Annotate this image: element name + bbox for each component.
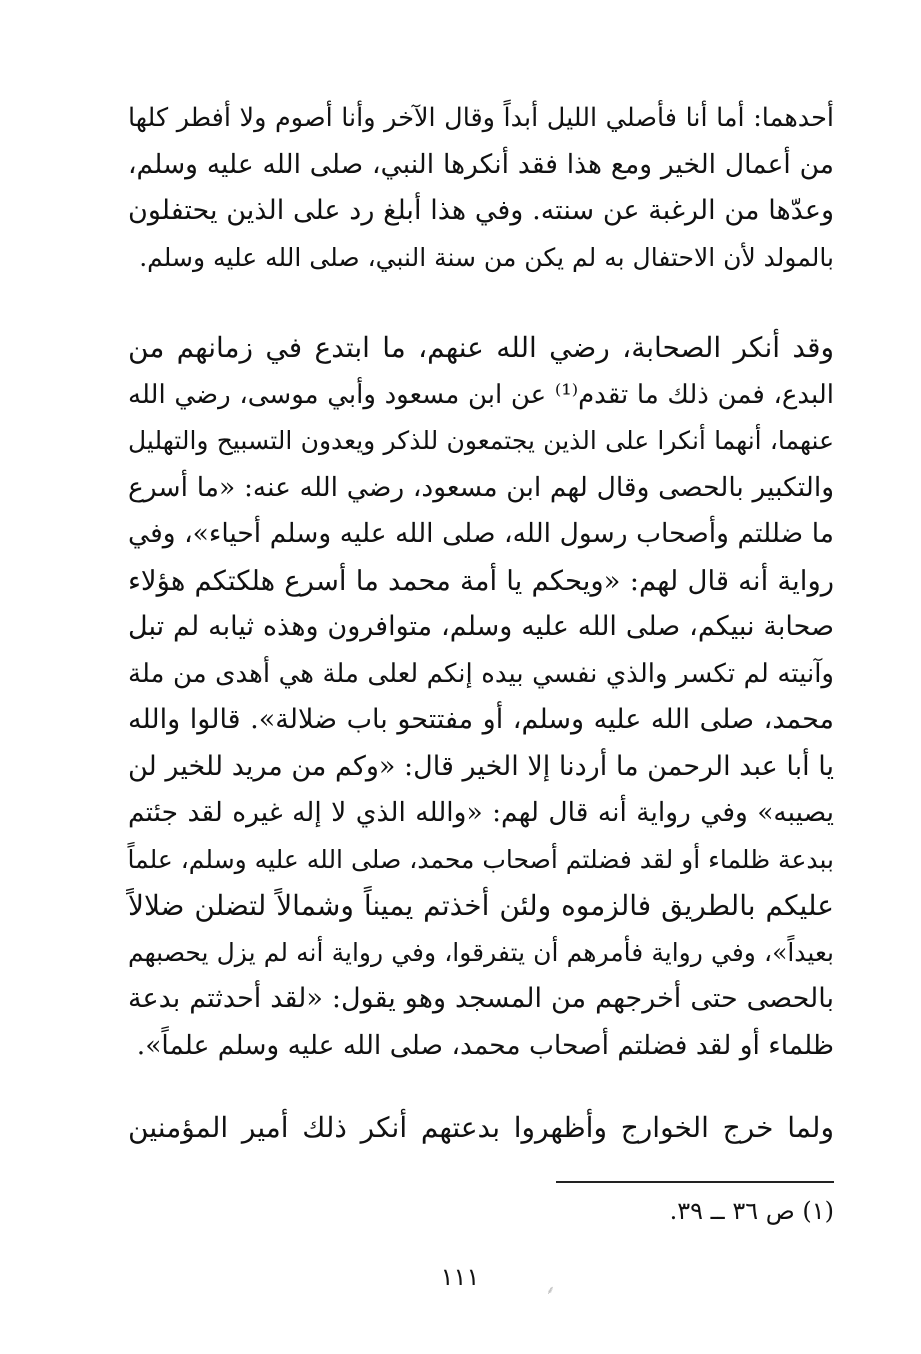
text-line: ما ضللتم وأصحاب رسول الله، صلى الله عليه وسلم أحياء»، وفي bbox=[128, 518, 834, 549]
ink-mark: ⸙ bbox=[546, 1283, 556, 1297]
text-line: من أعمال الخير ومع هذا فقد أنكرها النبي، صلى الله عليه وسلم، bbox=[128, 148, 834, 180]
text-line: صحابة نبيكم، صلى الله عليه وسلم، متوافرون وهذه ثيابه لم تبل bbox=[128, 611, 834, 642]
text-line: يا أبا عبد الرحمن ما أردنا إلا الخير قال: «وكم من مريد للخير لن bbox=[128, 750, 834, 782]
text-line: بعيداً»، وفي رواية فأمرهم أن يتفرقوا، وفي رواية أنه لم يزل يحصبهم bbox=[128, 937, 834, 967]
footnote: (١) ص ٣٦ ــ ٣٩. bbox=[669, 1197, 834, 1225]
text-line: محمد، صلى الله عليه وسلم، أو مفتتحو باب ضلالة». قالوا والله bbox=[128, 704, 834, 735]
text-line: البدع، فمن ذلك ما تقدم⁽¹⁾ عن ابن مسعود وأبي موسى، رضي الله bbox=[128, 379, 834, 410]
paragraph-1 bbox=[128, 95, 834, 281]
paragraph-2 bbox=[128, 325, 834, 1069]
text-line: عنهما، أنهما أنكرا على الذين يجتمعون للذكر ويعدون التسبيح والتهليل bbox=[128, 426, 834, 455]
text-line: والتكبير بالحصى وقال لهم ابن مسعود، رضي الله عنه: «ما أسرع bbox=[128, 471, 834, 503]
text-line: يصيبه» وفي رواية أنه قال لهم: «والله الذي لا إله غيره لقد جئتم bbox=[128, 797, 834, 828]
page-number: ١١١ bbox=[440, 1263, 480, 1291]
text-line: رواية أنه قال لهم: «ويحكم يا أمة محمد ما أسرع هلكتكم هؤلاء bbox=[128, 564, 834, 597]
text-line: عليكم بالطريق فالزموه ولئن أخذتم يميناً وشمالاً لتضلن ضلالاً bbox=[128, 889, 834, 922]
footnote-divider bbox=[556, 1181, 834, 1183]
text-line: ببدعة ظلماء أو لقد فضلتم أصحاب محمد، صلى الله عليه وسلم، علماً bbox=[127, 844, 834, 874]
text-line: وآنيته لم تكسر والذي نفسي بيده إنكم لعلى ملة هي أهدى من ملة bbox=[128, 658, 834, 689]
text-line: وقد أنكر الصحابة، رضي الله عنهم، ما ابتدع في زمانهم من bbox=[128, 331, 834, 364]
text-line: ولما خرج الخوارج وأظهروا بدعتهم أنكر ذلك أمير المؤمنين bbox=[128, 1111, 834, 1144]
text-line: بالحصى حتى أخرجهم من المسجد وهو يقول: «لقد أحدثتم بدعة bbox=[128, 983, 834, 1014]
text-line: وعدّها من الرغبة عن سنته. وفي هذا أبلغ رد على الذين يحتفلون bbox=[128, 195, 834, 226]
text-line: أحدهما: أما أنا فأصلي الليل أبداً وقال الآخر وأنا أصوم ولا أفطر كلها bbox=[128, 103, 834, 133]
text-line: بالمولد لأن الاحتفال به لم يكن من سنة النبي، صلى الله عليه وسلم. bbox=[139, 242, 834, 272]
text-line: ظلماء أو لقد فضلتم أصحاب محمد، صلى الله عليه وسلم علماً». bbox=[136, 1029, 834, 1061]
paragraph-3 bbox=[128, 1105, 834, 1152]
